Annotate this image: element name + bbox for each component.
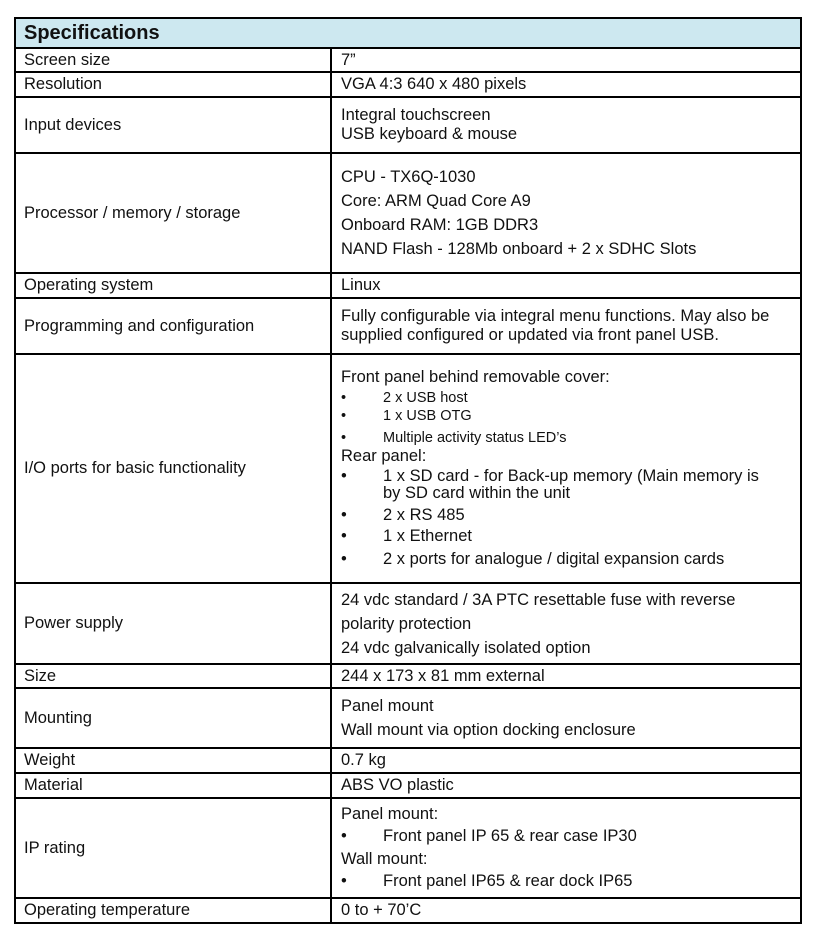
table-row	[15, 273, 801, 298]
rear-panel-list	[341, 468, 794, 569]
table-row	[15, 688, 801, 748]
list-item: • 2 x RS 485	[341, 506, 465, 524]
spec-value	[331, 48, 801, 72]
spec-label: Size	[15, 664, 331, 688]
spec-value-line: Onboard RAM: 1GB DDR3	[341, 216, 539, 234]
list-item: • 1 x SD card - for Back-up memory (Main memory is by SD card within the unit	[341, 467, 759, 502]
spec-value	[331, 72, 801, 97]
spec-value	[331, 583, 801, 664]
spec-label: Resolution	[15, 72, 331, 97]
spec-label: Processor / memory / storage	[15, 153, 331, 273]
spec-label: Programming and configuration	[15, 298, 331, 354]
spec-value-line: 0.7 kg	[341, 751, 386, 769]
table-title: Specifications	[15, 18, 801, 48]
list-item: • 2 x ports for analogue / digital expansion cards	[341, 550, 725, 568]
spec-value-line: USB keyboard & mouse	[341, 125, 518, 143]
list-item: • 1 x USB OTG	[341, 408, 472, 424]
panel-mount-heading: Panel mount:	[341, 805, 439, 823]
table-row	[15, 72, 801, 97]
spec-value	[331, 748, 801, 773]
bullet-icon: •	[341, 827, 347, 845]
spec-value	[331, 354, 801, 583]
spec-value-line: 0 to + 70’C	[341, 901, 422, 919]
spec-label: I/O ports for basic functionality	[15, 354, 331, 583]
spec-value	[331, 688, 801, 748]
spec-value	[331, 97, 801, 153]
spec-label: Mounting	[15, 688, 331, 748]
spec-value	[331, 898, 801, 923]
table-row	[15, 583, 801, 664]
bullet-icon: •	[341, 872, 347, 890]
spec-value-line: 24 vdc standard / 3A PTC resettable fuse with reverse	[341, 590, 736, 609]
spec-label: Operating temperature	[15, 898, 331, 923]
spec-value-line: Fully configurable via integral menu functions. May also be supplied configured or updated via front panel USB.	[341, 307, 770, 344]
bullet-icon: •	[341, 506, 347, 524]
spec-value-line: Integral touchscreen	[341, 106, 491, 124]
spec-value-line: 24 vdc galvanically isolated option	[341, 638, 591, 657]
rear-panel-heading: Rear panel:	[341, 447, 427, 465]
spec-label: Operating system	[15, 273, 331, 298]
spec-label: Power supply	[15, 583, 331, 664]
table-row	[15, 898, 801, 923]
spec-label: IP rating	[15, 798, 331, 898]
bullet-icon: •	[341, 527, 347, 545]
table-row	[15, 664, 801, 688]
spec-value	[331, 664, 801, 688]
table-row	[15, 748, 801, 773]
spec-value-line: Panel mount	[341, 697, 434, 715]
table-row	[15, 773, 801, 798]
front-panel-list	[341, 389, 794, 447]
table-row	[15, 798, 801, 898]
table-row	[15, 48, 801, 72]
bullet-icon: •	[341, 550, 347, 568]
spec-value-line: Wall mount via option docking enclosure	[341, 721, 636, 739]
spec-value	[331, 798, 801, 898]
spec-value-line: Linux	[341, 276, 381, 294]
specifications-table	[14, 17, 802, 924]
spec-value-line: NAND Flash - 128Mb onboard + 2 x SDHC Slots	[341, 240, 697, 258]
panel-mount-list	[341, 825, 794, 848]
bullet-icon: •	[341, 467, 347, 485]
spec-value-line: 244 x 173 x 81 mm external	[341, 666, 545, 685]
table-row	[15, 354, 801, 583]
spec-value-line: 7”	[341, 50, 356, 69]
spec-value-line: ABS VO plastic	[341, 776, 454, 794]
spec-value-line: polarity protection	[341, 614, 472, 633]
spec-label: Screen size	[15, 48, 331, 72]
spec-value-line: CPU - TX6Q-1030	[341, 168, 476, 186]
spec-label: Material	[15, 773, 331, 798]
bullet-icon: •	[341, 390, 347, 406]
spec-value	[331, 153, 801, 273]
list-item: • Front panel IP 65 & rear case IP30	[341, 825, 794, 848]
table-row	[15, 97, 801, 153]
spec-value	[331, 773, 801, 798]
table-row	[15, 298, 801, 354]
spec-value	[331, 273, 801, 298]
table-header-row	[15, 18, 801, 48]
wall-mount-heading: Wall mount:	[341, 850, 428, 868]
bullet-icon: •	[341, 408, 347, 424]
wall-mount-list	[341, 870, 794, 893]
list-item: • Multiple activity status LED’s	[341, 430, 567, 446]
bullet-icon: •	[341, 430, 347, 446]
spec-value	[331, 298, 801, 354]
spec-value-line: Core: ARM Quad Core A9	[341, 192, 531, 210]
spec-label: Input devices	[15, 97, 331, 153]
spec-value-line: VGA 4:3 640 x 480 pixels	[341, 75, 527, 93]
list-item: • Front panel IP65 & rear dock IP65	[341, 870, 794, 893]
spec-label: Weight	[15, 748, 331, 773]
list-item: • 2 x USB host	[341, 390, 468, 406]
table-row	[15, 153, 801, 273]
front-panel-heading: Front panel behind removable cover:	[341, 368, 610, 386]
list-item: • 1 x Ethernet	[341, 527, 472, 545]
